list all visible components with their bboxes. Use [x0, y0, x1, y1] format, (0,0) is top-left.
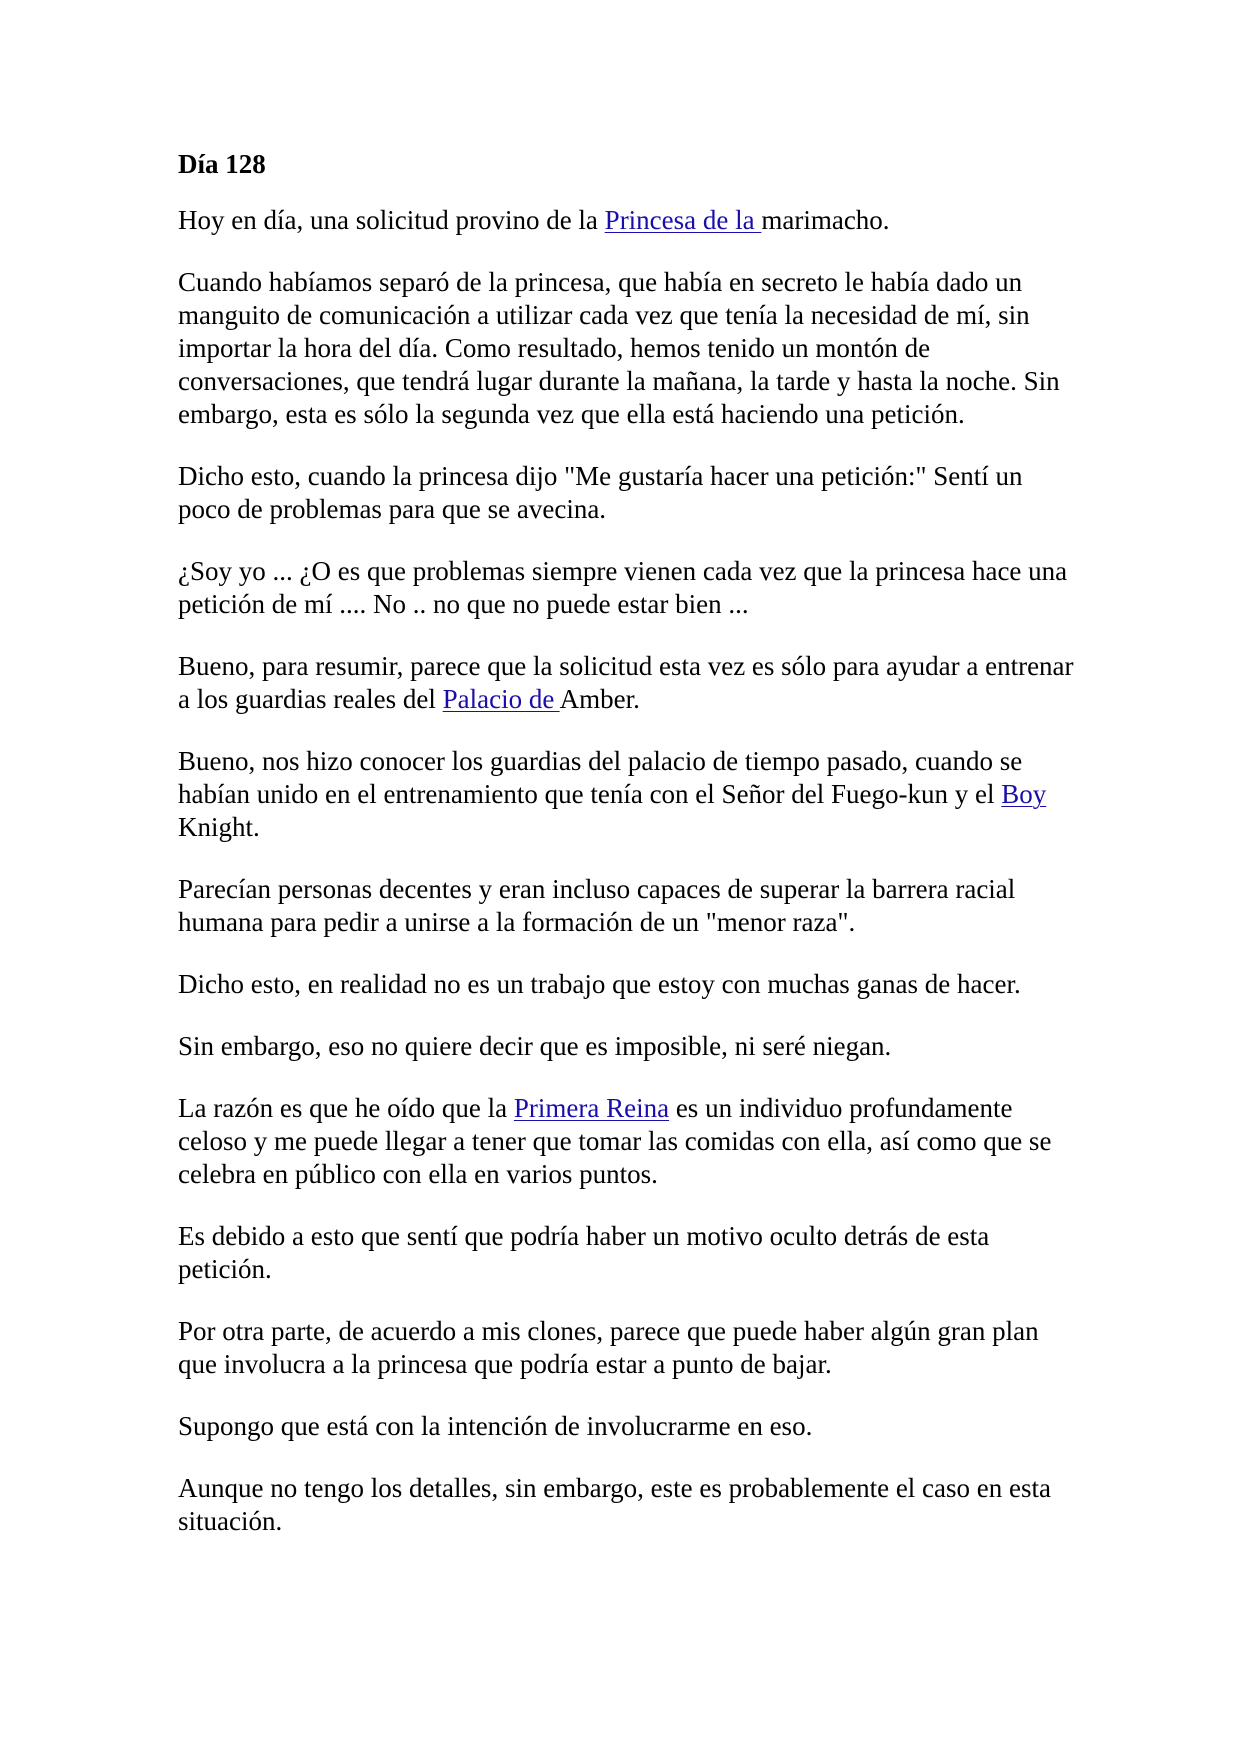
- paragraph: [178, 460, 1078, 526]
- paragraph-text: Amber.: [559, 684, 640, 714]
- paragraph-text: Aunque no tengo los detalles, sin embargo, este es probablemente el caso en esta situación.: [178, 1473, 1051, 1536]
- paragraph: [178, 1220, 1078, 1286]
- paragraph: [178, 745, 1078, 844]
- paragraph-text: Cuando habíamos separó de la princesa, que había en secreto le había dado un manguito de comunicación a utilizar cada vez que tenía la necesidad de mí, sin importar la hora del día. Como resultado, hemos tenido un montón de conversaciones, que tendrá lugar durante la mañana, la tarde y hasta la noche. Sin embargo, esta es sólo la segunda vez que ella está haciendo una petición.: [178, 267, 1060, 429]
- paragraph: [178, 1410, 1078, 1443]
- paragraph-text: Dicho esto, cuando la princesa dijo "Me gustaría hacer una petición:" Sentí un poco de problemas para que se avecina.: [178, 461, 1023, 524]
- inline-link[interactable]: Boy: [1001, 779, 1047, 809]
- paragraph-text: Parecían personas decentes y eran incluso capaces de superar la barrera racial humana para pedir a unirse a la formación de un "menor raza".: [178, 874, 1016, 937]
- paragraph: [178, 204, 1078, 237]
- paragraph-text: Bueno, para resumir, parece que la solicitud esta vez es sólo para ayudar a entrenar a los guardias reales del: [178, 651, 1074, 714]
- inline-link[interactable]: Primera Reina: [513, 1093, 670, 1123]
- paragraph-text: Bueno, nos hizo conocer los guardias del palacio de tiempo pasado, cuando se habían unido en el entrenamiento que tenía con el Señor del Fuego-kun y el: [178, 746, 1023, 809]
- paragraph: [178, 968, 1078, 1001]
- paragraph-text: Es debido a esto que sentí que podría haber un motivo oculto detrás de esta petición.: [178, 1221, 990, 1284]
- document-body: [178, 204, 1078, 1538]
- paragraph: [178, 555, 1078, 621]
- paragraph: [178, 873, 1078, 939]
- document-page: [178, 146, 1078, 1567]
- paragraph: [178, 650, 1078, 716]
- paragraph-text: Sin embargo, eso no quiere decir que es imposible, ni seré niegan.: [178, 1031, 892, 1061]
- paragraph-text: Supongo que está con la intención de involucrarme en eso.: [178, 1411, 813, 1441]
- paragraph: [178, 266, 1078, 431]
- paragraph-text: Por otra parte, de acuerdo a mis clones, parece que puede haber algún gran plan que involucra a la princesa que podría estar a punto de bajar.: [178, 1316, 1039, 1379]
- paragraph-text: Knight.: [178, 812, 260, 842]
- paragraph-text: Hoy en día, una solicitud provino de la: [178, 205, 605, 235]
- paragraph-text: marimacho.: [761, 205, 890, 235]
- paragraph: [178, 1030, 1078, 1063]
- paragraph: [178, 1092, 1078, 1191]
- paragraph-text: ¿Soy yo ... ¿O es que problemas siempre vienen cada vez que la princesa hace una petición de mí .... No .. no que no puede estar bien ...: [178, 556, 1068, 619]
- paragraph: [178, 1472, 1078, 1538]
- paragraph-text: La razón es que he oído que la: [178, 1093, 514, 1123]
- page-title: Día 128: [178, 149, 266, 179]
- inline-link[interactable]: Palacio de: [442, 684, 560, 714]
- paragraph: [178, 1315, 1078, 1381]
- paragraph-text: Dicho esto, en realidad no es un trabajo que estoy con muchas ganas de hacer.: [178, 969, 1021, 999]
- paragraph-text: es un individuo profundamente celoso y me puede llegar a tener que tomar las comidas con ella, así como que se celebra en público con ella en varios puntos.: [178, 1093, 1052, 1189]
- inline-link[interactable]: Princesa de la: [604, 205, 762, 235]
